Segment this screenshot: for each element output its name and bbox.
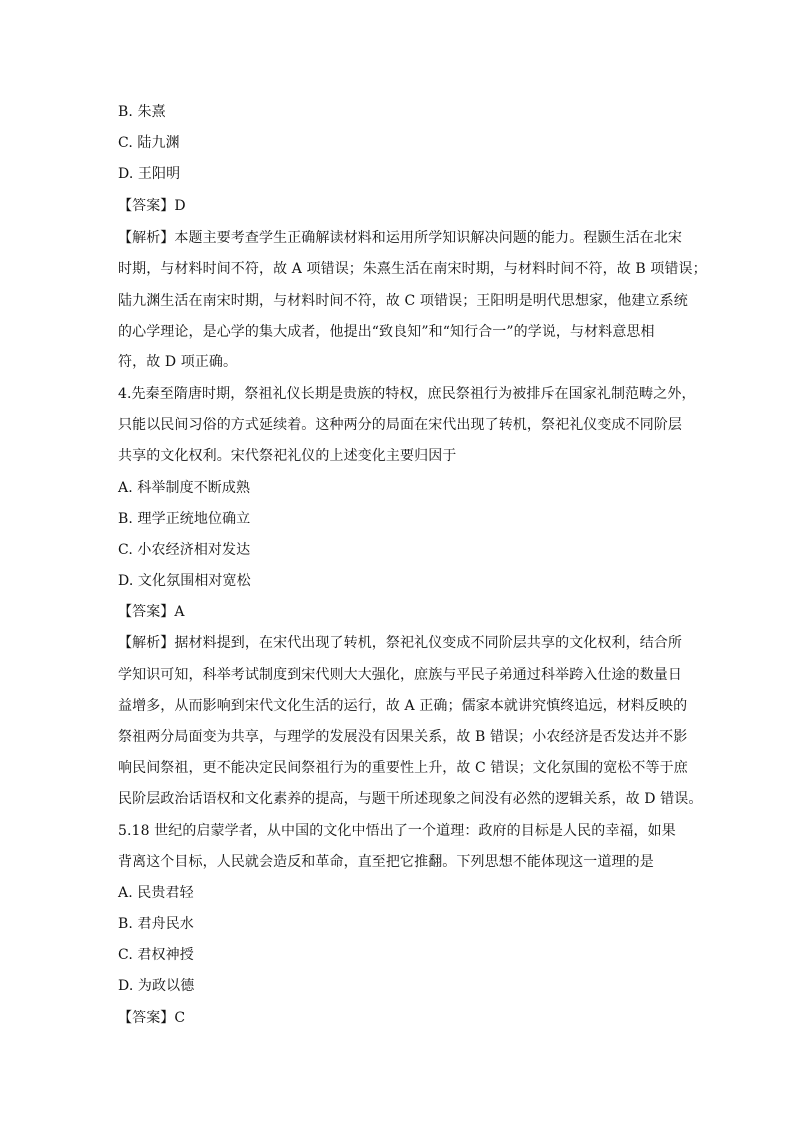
q3-analysis-line: 时期，与材料时间不符，故 A 项错误；朱熹生活在南宋时期，与材料时间不符，故 B 项错误； bbox=[118, 261, 707, 277]
q4-analysis-line: 学知识可知，科举考试制度到宋代则大大强化，庶族与平民子弟通过科举跨入仕途的数量日 bbox=[118, 667, 682, 683]
q5-answer: 【答案】C bbox=[118, 1010, 186, 1026]
q3-analysis-line: 的心学理论，是心学的集大成者，他提出“致良知”和“知行合一”的学说，与材料意思相 bbox=[118, 324, 655, 340]
q4-analysis-line: 益增多，从而影响到宋代文化生活的运行，故 A 正确；儒家本就讲究慎终追远，材料反映的 bbox=[118, 698, 688, 714]
q4-stem-line: 共享的文化权利。宋代祭祀礼仪的上述变化主要归因于 bbox=[118, 448, 457, 464]
q3-option-c: C. 陆九渊 bbox=[118, 135, 180, 151]
q4-answer: 【答案】A bbox=[118, 604, 185, 620]
q3-option-b: B. 朱熹 bbox=[118, 104, 166, 120]
q5-option-d: D. 为政以德 bbox=[118, 978, 195, 994]
q5-stem-line: 5.18 世纪的启蒙学者，从中国的文化中悟出了一个道理：政府的目标是人民的幸福，如果 bbox=[118, 823, 676, 839]
q3-answer: 【答案】D bbox=[118, 198, 186, 214]
q4-analysis-line: 民阶层政治话语权和文化素养的提高，与题干所述现象之间没有必然的逻辑关系，故 D 错误。 bbox=[118, 791, 703, 807]
q5-option-c: C. 君权神授 bbox=[118, 947, 194, 963]
q4-stem-line: 4.先秦至隋唐时期，祭祖礼仪长期是贵族的特权，庶民祭祖行为被排斥在国家礼制范畴之外， bbox=[118, 386, 696, 402]
q5-stem-line: 背离这个目标，人民就会造反和革命，直至把它推翻。下列思想不能体现这一道理的是 bbox=[118, 854, 654, 870]
q3-option-d: D. 王阳明 bbox=[118, 166, 181, 182]
q4-option-b: B. 理学正统地位确立 bbox=[118, 511, 251, 527]
q5-option-b: B. 君舟民水 bbox=[118, 916, 194, 932]
q4-analysis-line: 响民间祭祖，更不能决定民间祭祖行为的重要性上升，故 C 错误；文化氛围的宽松不等于庶 bbox=[118, 760, 688, 776]
q4-option-a: A. 科举制度不断成熟 bbox=[118, 480, 251, 496]
q3-analysis-line: 陆九渊生活在南宋时期，与材料时间不符，故 C 项错误；王阳明是明代思想家，他建立系统 bbox=[118, 293, 688, 309]
q4-option-d: D. 文化氛围相对宽松 bbox=[118, 573, 251, 589]
q5-option-a: A. 民贵君轻 bbox=[118, 885, 194, 901]
q4-option-c: C. 小农经济相对发达 bbox=[118, 542, 251, 558]
q4-analysis-line: 祭祖两分局面变为共享，与理学的发展没有因果关系，故 B 错误；小农经济是否发达并不影 bbox=[118, 729, 688, 745]
q4-analysis-line: 【解析】据材料提到，在宋代出现了转机，祭祀礼仪变成不同阶层共享的文化权利，结合所 bbox=[118, 635, 682, 651]
q4-stem-line: 只能以民间习俗的方式延续着。这种两分的局面在宋代出现了转机，祭祀礼仪变成不同阶层 bbox=[118, 417, 682, 433]
q3-analysis-line: 【解析】本题主要考查学生正确解读材料和运用所学知识解决问题的能力。程颢生活在北宋 bbox=[118, 230, 682, 246]
q3-analysis-line: 符，故 D 项正确。 bbox=[118, 354, 238, 370]
